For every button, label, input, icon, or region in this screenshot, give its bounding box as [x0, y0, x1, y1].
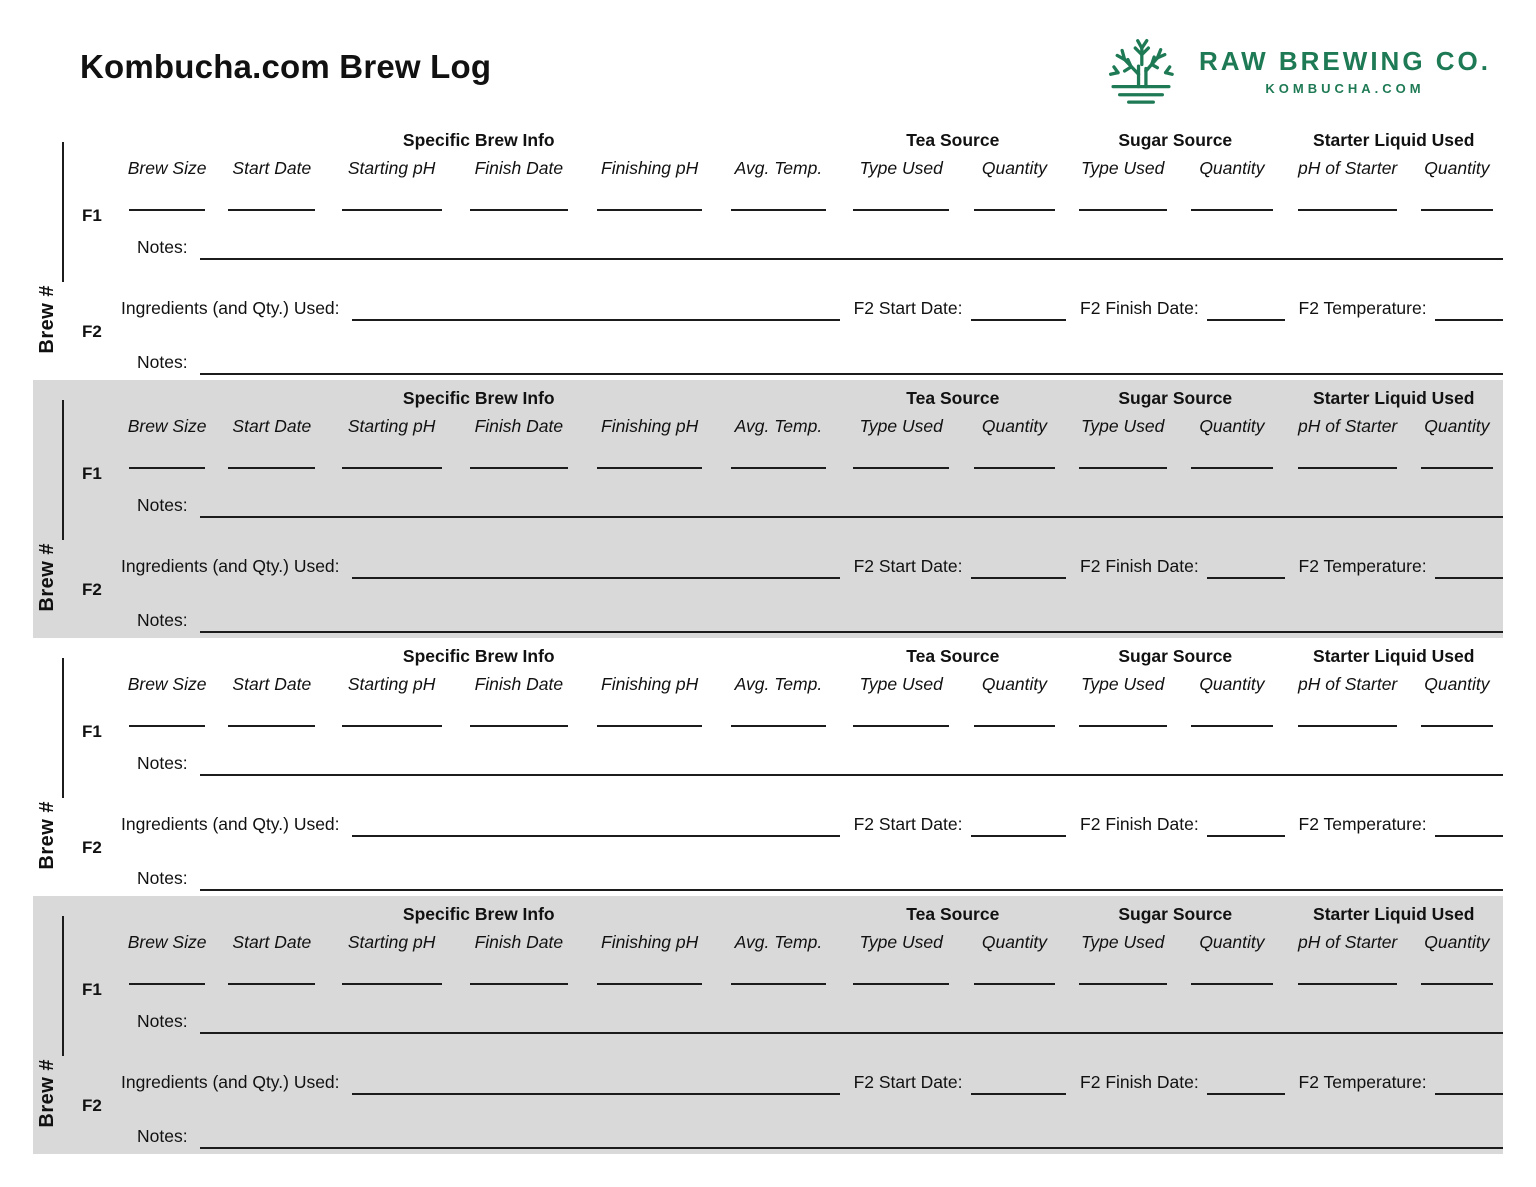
f1-blank-sugar-quantity[interactable] — [1191, 467, 1273, 469]
group-header-sugar-source: Sugar Source — [1118, 388, 1233, 408]
f1-blank-avg-temp[interactable] — [731, 209, 826, 211]
f2-entry-row — [118, 1071, 1503, 1093]
f1-blank-tea-type-used[interactable] — [853, 467, 949, 469]
ingredients-label: Ingredients (and Qty.) Used: — [121, 298, 340, 318]
f1-blank-starter-quantity[interactable] — [1421, 467, 1493, 469]
f2-start-date-blank[interactable] — [971, 1093, 1067, 1095]
f1-blank-starting-ph[interactable] — [342, 209, 442, 211]
col-header-tea-quantity: Quantity — [981, 416, 1048, 436]
f1-entry-row — [118, 983, 1503, 985]
brew-number-blank[interactable] — [62, 658, 64, 798]
f2-finish-date-label: F2 Finish Date: — [1080, 298, 1199, 318]
f2-notes-blank[interactable] — [200, 889, 1503, 891]
section-body — [82, 638, 1503, 896]
group-header-tea-source: Tea Source — [906, 388, 1000, 408]
f1-blank-sugar-type-used[interactable] — [1079, 467, 1167, 469]
brew-number-label: Brew # — [36, 543, 58, 612]
page-header — [33, 0, 1503, 122]
f1-notes-label: Notes: — [137, 1011, 188, 1031]
col-header-start-date: Start Date — [232, 674, 312, 694]
brew-number-blank[interactable] — [62, 400, 64, 540]
brew-number-bracket — [33, 380, 118, 638]
f1-blank-starting-ph[interactable] — [342, 983, 442, 985]
col-header-sugar-quantity: Quantity — [1199, 932, 1265, 952]
f2-notes-blank[interactable] — [200, 1147, 1503, 1149]
col-header-starter-ph: pH of Starter — [1298, 158, 1398, 178]
brand-name: RAW BREWING CO. — [1199, 46, 1491, 76]
f1-blank-sugar-type-used[interactable] — [1079, 725, 1167, 727]
col-header-finish-date: Finish Date — [474, 932, 564, 952]
f2-notes-label: Notes: — [137, 352, 188, 372]
brew-log-section — [33, 380, 1503, 638]
col-header-tea-type-used: Type Used — [859, 674, 943, 694]
page-title: Kombucha.com Brew Log — [80, 48, 492, 85]
group-header-starter-liquid-used: Starter Liquid Used — [1313, 904, 1475, 924]
col-header-finishing-ph: Finishing pH — [601, 932, 699, 952]
group-header-tea-source: Tea Source — [906, 646, 1000, 666]
col-header-starter-ph: pH of Starter — [1298, 674, 1398, 694]
brew-number-blank[interactable] — [62, 142, 64, 282]
brew-log-section — [33, 122, 1503, 380]
f1-label: F1 — [82, 206, 102, 225]
col-header-finish-date: Finish Date — [474, 416, 564, 436]
group-header-tea-source: Tea Source — [906, 904, 1000, 924]
f1-blank-finish-date[interactable] — [470, 209, 568, 211]
f1-blank-finish-date[interactable] — [470, 467, 568, 469]
brew-log-section — [33, 896, 1503, 1154]
f2-notes-blank[interactable] — [200, 373, 1503, 375]
f2-notes-blank[interactable] — [200, 631, 1503, 633]
f1-blank-sugar-quantity[interactable] — [1191, 725, 1273, 727]
group-header-sugar-source: Sugar Source — [1118, 130, 1233, 150]
f1-blank-starter-ph[interactable] — [1298, 725, 1396, 727]
section-body — [82, 380, 1503, 638]
col-header-starter-ph: pH of Starter — [1298, 932, 1398, 952]
f2-entry-row — [118, 297, 1503, 319]
f1-blank-sugar-type-used[interactable] — [1079, 209, 1167, 211]
col-header-starting-ph: Starting pH — [347, 932, 436, 952]
f2-notes-label: Notes: — [137, 868, 188, 888]
col-header-sugar-type-used: Type Used — [1081, 416, 1165, 436]
col-header-finishing-ph: Finishing pH — [601, 674, 699, 694]
f1-blank-start-date[interactable] — [228, 725, 315, 727]
col-header-sugar-type-used: Type Used — [1081, 932, 1165, 952]
col-header-starter-quantity: Quantity — [1424, 674, 1490, 694]
f1-blank-sugar-quantity[interactable] — [1191, 209, 1273, 211]
group-header-row — [118, 388, 1503, 409]
f1-blank-starter-quantity[interactable] — [1421, 725, 1493, 727]
f1-notes-label: Notes: — [137, 495, 188, 515]
column-header-row — [118, 932, 1503, 954]
f2-finish-date-blank[interactable] — [1207, 577, 1285, 579]
f2-start-date-label: F2 Start Date: — [853, 814, 963, 834]
col-header-start-date: Start Date — [232, 158, 312, 178]
f1-blank-finishing-ph[interactable] — [597, 725, 703, 727]
col-header-sugar-quantity: Quantity — [1199, 674, 1265, 694]
col-header-brew-size: Brew Size — [127, 416, 207, 436]
col-header-avg-temp: Avg. Temp. — [734, 932, 823, 952]
column-header-row — [118, 674, 1503, 696]
f2-temperature-blank[interactable] — [1435, 577, 1503, 579]
f1-blank-finishing-ph[interactable] — [597, 983, 703, 985]
f2-label: F2 — [82, 322, 102, 341]
f2-temperature-blank[interactable] — [1435, 1093, 1503, 1095]
group-header-specific-brew-info: Specific Brew Info — [402, 388, 555, 408]
group-header-sugar-source: Sugar Source — [1118, 904, 1233, 924]
col-header-avg-temp: Avg. Temp. — [734, 416, 823, 436]
col-header-starting-ph: Starting pH — [347, 158, 436, 178]
f1-blank-avg-temp[interactable] — [731, 983, 826, 985]
ingredients-blank[interactable] — [352, 577, 840, 579]
f2-label: F2 — [82, 838, 102, 857]
brew-number-label: Brew # — [36, 1059, 58, 1128]
col-header-tea-type-used: Type Used — [859, 158, 943, 178]
f2-temperature-label: F2 Temperature: — [1298, 814, 1427, 834]
f1-blank-starter-quantity[interactable] — [1421, 209, 1493, 211]
ingredients-blank[interactable] — [352, 319, 840, 321]
f1-notes-row — [118, 495, 1503, 516]
f1-notes-row — [118, 1011, 1503, 1032]
col-header-start-date: Start Date — [232, 416, 312, 436]
col-header-brew-size: Brew Size — [127, 932, 207, 952]
tree-icon — [1097, 30, 1185, 112]
f1-label: F1 — [82, 980, 102, 999]
f1-blank-tea-quantity[interactable] — [974, 209, 1055, 211]
f2-temperature-blank[interactable] — [1435, 319, 1503, 321]
col-header-sugar-quantity: Quantity — [1199, 416, 1265, 436]
f2-start-date-label: F2 Start Date: — [853, 1072, 963, 1092]
f2-finish-date-blank[interactable] — [1207, 1093, 1285, 1095]
group-header-starter-liquid-used: Starter Liquid Used — [1313, 646, 1475, 666]
f2-start-date-label: F2 Start Date: — [853, 556, 963, 576]
f1-notes-blank[interactable] — [200, 774, 1503, 776]
group-header-starter-liquid-used: Starter Liquid Used — [1313, 388, 1475, 408]
f1-blank-tea-type-used[interactable] — [853, 725, 949, 727]
f1-blank-starter-ph[interactable] — [1298, 983, 1396, 985]
col-header-brew-size: Brew Size — [127, 674, 207, 694]
f1-blank-start-date[interactable] — [228, 467, 315, 469]
f1-blank-finishing-ph[interactable] — [597, 467, 703, 469]
col-header-starter-ph: pH of Starter — [1298, 416, 1398, 436]
brew-log-section — [33, 638, 1503, 896]
column-header-row — [118, 158, 1503, 180]
f2-notes-label: Notes: — [137, 610, 188, 630]
f2-start-date-blank[interactable] — [971, 319, 1067, 321]
f2-temperature-label: F2 Temperature: — [1298, 1072, 1427, 1092]
f1-blank-sugar-type-used[interactable] — [1079, 983, 1167, 985]
f1-blank-starter-ph[interactable] — [1298, 209, 1396, 211]
brew-number-bracket — [33, 122, 118, 380]
col-header-sugar-type-used: Type Used — [1081, 158, 1165, 178]
f1-entry-row — [118, 467, 1503, 469]
f1-blank-finishing-ph[interactable] — [597, 209, 703, 211]
col-header-finish-date: Finish Date — [474, 158, 564, 178]
brand-website: KOMBUCHA.COM — [1265, 81, 1425, 96]
f2-finish-date-label: F2 Finish Date: — [1080, 556, 1199, 576]
brew-log-sections — [33, 122, 1503, 1154]
col-header-sugar-type-used: Type Used — [1081, 674, 1165, 694]
f1-blank-tea-type-used[interactable] — [853, 209, 949, 211]
f2-finish-date-blank[interactable] — [1207, 835, 1285, 837]
f1-notes-label: Notes: — [137, 753, 188, 773]
f1-blank-brew-size[interactable] — [129, 467, 206, 469]
f1-notes-blank[interactable] — [200, 1032, 1503, 1034]
f2-finish-date-label: F2 Finish Date: — [1080, 814, 1199, 834]
f1-blank-tea-quantity[interactable] — [974, 467, 1055, 469]
f2-start-date-blank[interactable] — [971, 577, 1067, 579]
f1-blank-starting-ph[interactable] — [342, 467, 442, 469]
f2-temperature-label: F2 Temperature: — [1298, 556, 1427, 576]
f1-blank-tea-quantity[interactable] — [974, 983, 1055, 985]
f1-entry-row — [118, 209, 1503, 211]
col-header-tea-quantity: Quantity — [981, 158, 1048, 178]
group-header-row — [118, 130, 1503, 151]
col-header-tea-quantity: Quantity — [981, 674, 1048, 694]
f2-notes-row — [118, 610, 1503, 631]
col-header-finishing-ph: Finishing pH — [601, 416, 699, 436]
group-header-specific-brew-info: Specific Brew Info — [402, 646, 555, 666]
col-header-starter-quantity: Quantity — [1424, 416, 1490, 436]
ingredients-label: Ingredients (and Qty.) Used: — [121, 556, 340, 576]
group-header-specific-brew-info: Specific Brew Info — [402, 130, 555, 150]
section-body — [82, 122, 1503, 380]
brew-number-label: Brew # — [36, 285, 58, 354]
f1-notes-blank[interactable] — [200, 258, 1503, 260]
brew-number-label: Brew # — [36, 801, 58, 870]
brand-text — [1199, 46, 1491, 96]
f1-notes-blank[interactable] — [200, 516, 1503, 518]
f2-entry-row — [118, 813, 1503, 835]
column-header-row — [118, 416, 1503, 438]
f2-finish-date-blank[interactable] — [1207, 319, 1285, 321]
f2-notes-row — [118, 868, 1503, 889]
f2-start-date-blank[interactable] — [971, 835, 1067, 837]
col-header-tea-type-used: Type Used — [859, 932, 943, 952]
f1-blank-start-date[interactable] — [228, 209, 315, 211]
f1-entry-row — [118, 725, 1503, 727]
brew-number-bracket — [33, 896, 118, 1154]
group-header-row — [118, 904, 1503, 925]
group-header-specific-brew-info: Specific Brew Info — [402, 904, 555, 924]
col-header-avg-temp: Avg. Temp. — [734, 674, 823, 694]
col-header-starting-ph: Starting pH — [347, 416, 436, 436]
ingredients-blank[interactable] — [352, 1093, 840, 1095]
f1-blank-avg-temp[interactable] — [731, 467, 826, 469]
f2-entry-row — [118, 555, 1503, 577]
f1-label: F1 — [82, 464, 102, 483]
f1-blank-starting-ph[interactable] — [342, 725, 442, 727]
f1-blank-sugar-quantity[interactable] — [1191, 983, 1273, 985]
col-header-starting-ph: Starting pH — [347, 674, 436, 694]
f1-blank-finish-date[interactable] — [470, 725, 568, 727]
f1-blank-avg-temp[interactable] — [731, 725, 826, 727]
ingredients-label: Ingredients (and Qty.) Used: — [121, 1072, 340, 1092]
brew-number-bracket — [33, 638, 118, 896]
f2-notes-row — [118, 1126, 1503, 1147]
f2-notes-label: Notes: — [137, 1126, 188, 1146]
f2-notes-row — [118, 352, 1503, 373]
f1-blank-starter-quantity[interactable] — [1421, 983, 1493, 985]
f2-finish-date-label: F2 Finish Date: — [1080, 1072, 1199, 1092]
ingredients-blank[interactable] — [352, 835, 840, 837]
brand-logo — [1097, 30, 1491, 112]
f1-notes-row — [118, 753, 1503, 774]
f1-blank-start-date[interactable] — [228, 983, 315, 985]
group-header-sugar-source: Sugar Source — [1118, 646, 1233, 666]
col-header-tea-type-used: Type Used — [859, 416, 943, 436]
f2-temperature-blank[interactable] — [1435, 835, 1503, 837]
col-header-finish-date: Finish Date — [474, 674, 564, 694]
col-header-start-date: Start Date — [232, 932, 312, 952]
group-header-row — [118, 646, 1503, 667]
col-header-finishing-ph: Finishing pH — [601, 158, 699, 178]
f2-start-date-label: F2 Start Date: — [853, 298, 963, 318]
f1-blank-brew-size[interactable] — [129, 983, 206, 985]
f1-blank-starter-ph[interactable] — [1298, 467, 1396, 469]
f1-blank-brew-size[interactable] — [129, 209, 206, 211]
f1-notes-row — [118, 237, 1503, 258]
col-header-tea-quantity: Quantity — [981, 932, 1048, 952]
f2-label: F2 — [82, 1096, 102, 1115]
f2-temperature-label: F2 Temperature: — [1298, 298, 1427, 318]
col-header-starter-quantity: Quantity — [1424, 158, 1490, 178]
col-header-sugar-quantity: Quantity — [1199, 158, 1265, 178]
f1-notes-label: Notes: — [137, 237, 188, 257]
f1-label: F1 — [82, 722, 102, 741]
group-header-starter-liquid-used: Starter Liquid Used — [1313, 130, 1475, 150]
f1-blank-brew-size[interactable] — [129, 725, 206, 727]
f1-blank-tea-type-used[interactable] — [853, 983, 949, 985]
ingredients-label: Ingredients (and Qty.) Used: — [121, 814, 340, 834]
col-header-starter-quantity: Quantity — [1424, 932, 1490, 952]
col-header-brew-size: Brew Size — [127, 158, 207, 178]
section-body — [82, 896, 1503, 1154]
f2-label: F2 — [82, 580, 102, 599]
col-header-avg-temp: Avg. Temp. — [734, 158, 823, 178]
brew-number-blank[interactable] — [62, 916, 64, 1056]
f1-blank-tea-quantity[interactable] — [974, 725, 1055, 727]
group-header-tea-source: Tea Source — [906, 130, 1000, 150]
f1-blank-finish-date[interactable] — [470, 983, 568, 985]
